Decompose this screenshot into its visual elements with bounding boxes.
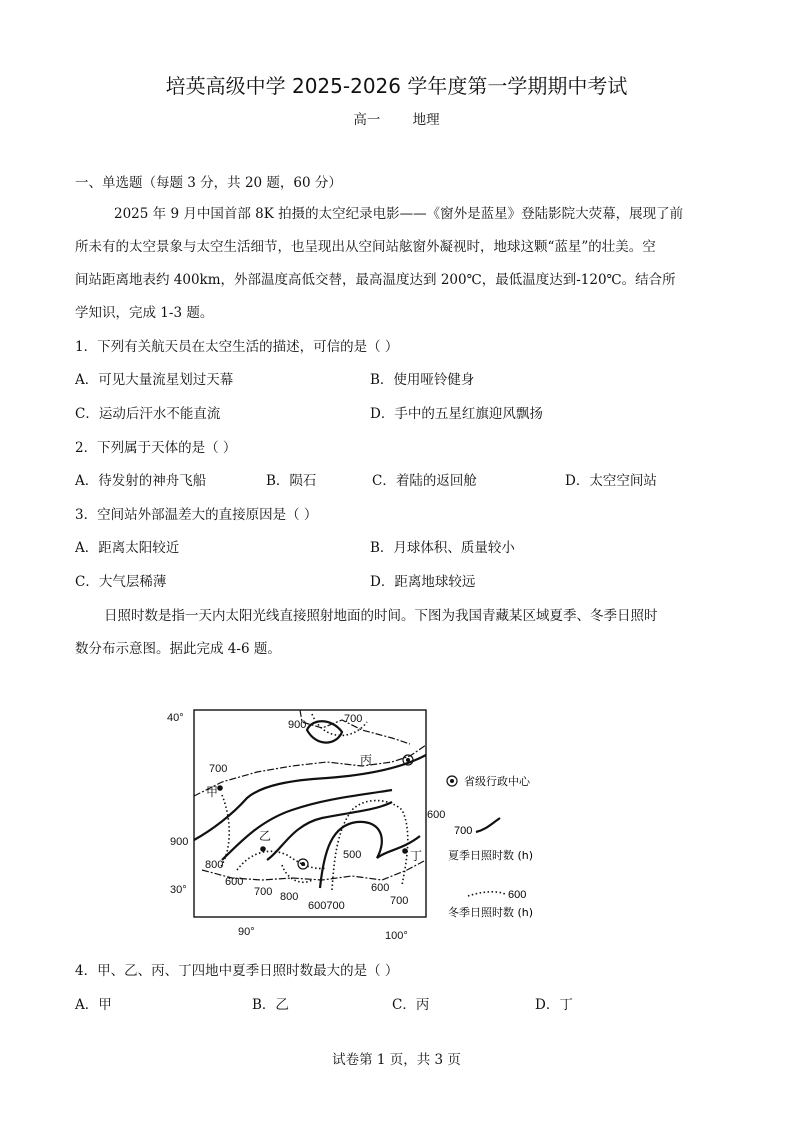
question-2-option-d: D．太空空间站 [565, 473, 657, 489]
passage2-line: 日照时数是指一天内太阳光线直接照射地面的时间。下图为我国青藏某区域夏季、冬季日照时 [104, 608, 658, 624]
provincial-capital-icon [406, 758, 410, 762]
subject-label: 地理 [412, 112, 440, 128]
isoline-label: 700 [344, 713, 363, 725]
question-1-option-c: C．运动后汗水不能直流 [75, 406, 221, 422]
question-2-option-b: B．陨石 [266, 473, 317, 489]
lon-label-90: 90° [238, 926, 255, 938]
provincial-capital-icon [301, 862, 305, 866]
question-1-option-a: A．可见大量流星划过天幕 [75, 372, 234, 388]
point-ding-marker [402, 848, 408, 854]
question-3-option-c: C．大气层稀薄 [75, 574, 167, 590]
isoline-label: 600 [225, 876, 244, 888]
legend-winter-value: 600 [508, 889, 527, 901]
question-3-option-d: D．距离地球较远 [370, 574, 476, 590]
legend-summer-value: 700 [454, 825, 473, 837]
legend-winter-line [468, 892, 505, 896]
point-yi-marker [260, 846, 266, 852]
legend-summer-line [476, 818, 500, 832]
isoline-label: 600700 [308, 900, 345, 912]
isoline-label: 900 [288, 719, 307, 731]
section-heading: 一、单选题（每题 3 分，共 20 题，60 分） [75, 175, 342, 191]
winter-isoline [282, 865, 312, 882]
summer-isoline [267, 802, 392, 860]
isoline-label: 900 [170, 836, 189, 848]
exam-title: 培英高级中学 2025-2026 学年度第一学期期中考试 [165, 74, 628, 98]
boundary-line-north [194, 745, 426, 796]
passage1-line: 2025 年 9 月中国首部 8K 拍摄的太空纪录电影——《窗外是蓝星》登陆影院大荧幕，展现了前 [114, 206, 684, 222]
point-jia-marker [217, 785, 223, 791]
point-jia-label: 甲 [206, 785, 219, 799]
isoline-label: 700 [209, 763, 228, 775]
isoline-label: 600 [427, 809, 446, 821]
passage1-line: 学知识，完成 1-3 题。 [75, 305, 214, 321]
passage1-line: 间站距离地表约 400km，外部温度高低交替，最高温度达到 200℃，最低温度达到-120℃。结合所 [75, 272, 676, 288]
isoline-label: 800 [280, 891, 299, 903]
point-bing-label: 丙 [360, 753, 373, 767]
question-4-option-b: B．乙 [252, 997, 289, 1013]
legend-capital-label: 省级行政中心 [464, 775, 530, 788]
isoline-label: 600 [371, 882, 390, 894]
summer-isoline [222, 790, 392, 860]
passage2-line: 数分布示意图。据此完成 4-6 题。 [75, 641, 281, 657]
lat-label-40: 40° [167, 712, 184, 724]
isoline-label: 800 [205, 859, 224, 871]
question-4-option-d: D．丁 [535, 997, 573, 1013]
question-4-option-a: A．甲 [75, 997, 112, 1013]
passage1-line: 所未有的太空景象与太空生活细节，也呈现出从空间站舷窗外凝视时，地球这颗“蓝星”的壮美。空 [75, 239, 656, 255]
grade-label: 高一 [353, 112, 381, 128]
question-2-option-c: C．着陆的返回舱 [372, 473, 477, 489]
isoline-label: 500 [343, 849, 362, 861]
question-1-option-b: B．使用哑铃健身 [370, 372, 475, 388]
lon-label-100: 100° [385, 930, 408, 942]
legend-winter-label: 冬季日照时数 (h) [448, 906, 534, 919]
question-3-option-a: A．距离太阳较近 [75, 540, 180, 556]
map-legend [440, 770, 570, 920]
point-yi-label: 乙 [259, 829, 272, 843]
page-footer: 试卷第 1 页，共 3 页 [332, 1052, 461, 1068]
question-1-stem: 1．下列有关航天员在太空生活的描述，可信的是（ ） [75, 339, 399, 355]
isoline-label: 700 [254, 886, 273, 898]
question-2-stem: 2．下列属于天体的是（ ） [75, 440, 237, 456]
lat-label-30: 30° [170, 884, 187, 896]
exam-subtitle [0, 108, 793, 128]
question-2-option-a: A．待发射的神舟飞船 [75, 473, 207, 489]
question-3-stem: 3．空间站外部温差大的直接原因是（ ） [75, 507, 318, 523]
isoline-label: 700 [390, 895, 409, 907]
summer-isoline [307, 721, 342, 742]
point-ding-label: 丁 [410, 849, 423, 863]
question-4-option-c: C．丙 [392, 997, 430, 1013]
question-4-stem: 4．甲、乙、丙、丁四地中夏季日照时数最大的是（ ） [75, 963, 399, 979]
question-1-option-d: D．手中的五星红旗迎风飘扬 [370, 406, 543, 422]
winter-isoline [237, 851, 327, 870]
question-3-option-b: B．月球体积、质量较小 [370, 540, 515, 556]
legend-summer-label: 夏季日照时数 (h) [448, 849, 534, 862]
